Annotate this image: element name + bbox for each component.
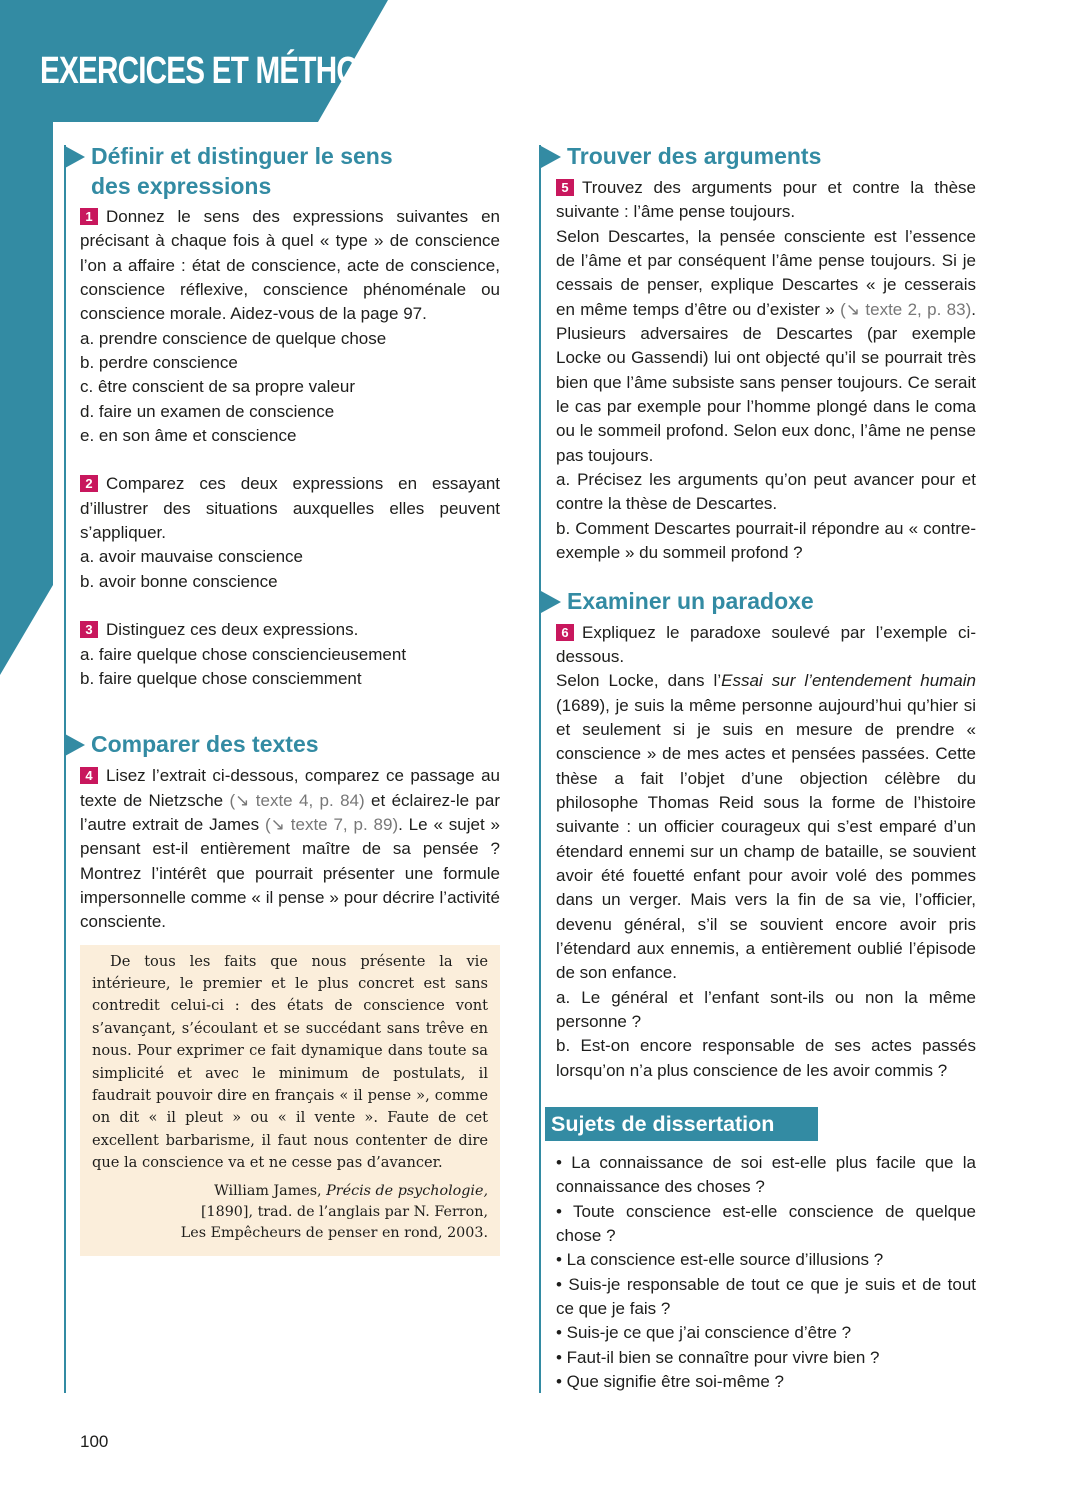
text: . Le « sujet » pensant est-il entièrement maître de sa pensée ? Montrez l’intérêt que pourrait présenter une formule impersonnelle comme « il pense » pour décrire l’activité consciente. [80,814,500,932]
section-heading-paradoxe [567,586,976,616]
text: Selon Locke, dans l’ [556,671,722,691]
list-item: • Toute conscience est-elle conscience de quelque chose ? [556,1201,976,1246]
exercise-number: 3 [80,621,98,638]
list-item: d. faire un examen de conscience [80,401,335,421]
exercise-number: 1 [80,208,98,225]
list-item: b. Comment Descartes pourrait-il répondre au « contre-exemple » du sommeil profond ? [556,518,976,563]
exercise-5 [556,176,976,566]
text: Lisez l’extrait ci-dessous, comparez ce passage au texte de Nietzsche [80,766,500,810]
right-column-rule [539,145,541,1393]
text: Examiner un paradoxe [567,587,814,614]
list-item: • Que signifie être soi-même ? [556,1372,784,1392]
list-item: e. en son âme et conscience [80,426,297,446]
list-item: b. perdre conscience [80,353,238,373]
text: Trouvez des arguments pour et contre la thèse suivante : l’âme pense toujours. [556,178,976,222]
text: Expliquez le paradoxe soulevé par l’exemple ci-dessous. [556,622,976,666]
section-heading-definir [91,141,500,201]
exercise-1 [80,205,500,448]
text: [1890], trad. de l’anglais par N. Ferron, [200,1203,488,1220]
text: des expressions [91,173,272,199]
quote-box [80,945,500,1256]
text: Donnez le sens des expressions suivantes en précisant à chaque fois à quel « type » de conscience l’on a affaire : état de conscience, acte de conscience, conscience réflexive, conscience phénoménale ou conscience morale. Aidez-vous de la page 97. [80,207,500,324]
list-item: • La connaissance de soi est-elle plus facile que la connaissance des choses ? [556,1153,976,1197]
list-item: • Suis-je responsable de tout ce que je suis et de tout ce que je fais ? [556,1274,976,1319]
exercise-4 [80,764,500,934]
list-item: b. avoir bonne conscience [80,571,278,591]
text: Comparez ces deux expressions en essayant d’illustrer des situations auxquelles elles peuvent s’appliquer. [80,474,500,543]
page-title: EXERCICES ET MÉTHODES [40,50,418,92]
section-heading-arguments [567,141,976,171]
text-reference-link[interactable]: (↘ texte 2, p. 83) [840,299,972,319]
exercise-2 [80,472,500,594]
exercise-number: 5 [556,179,574,196]
left-column-rule [64,145,66,1393]
list-item: b. faire quelque chose consciemment [80,668,362,688]
sujets-heading: Sujets de dissertation [545,1107,818,1141]
exercise-number: 2 [80,475,98,492]
quote-source [92,1181,488,1244]
text: . Plusieurs adversaires de Descartes (par exemple Locke ou Gassendi) lui ont objecté qu’il se pourrait très bien que l’âme subsiste sans penser toujours. Ce serait le cas par exemple pour l’homme plongé dans le coma ou le sommeil profond. Selon eux donc, l’âme ne pense pas toujours. [556,299,976,465]
text: Distinguez ces deux expressions. [106,620,359,640]
exercise-number: 4 [80,767,98,784]
text: Comparer des textes [91,731,319,758]
list-item: a. avoir mauvaise conscience [80,547,304,567]
list-item: a. faire quelque chose consciencieusement [80,644,407,664]
text: Trouver des arguments [567,143,822,169]
text-reference-link[interactable]: (↘ texte 4, p. 84) [229,790,365,810]
list-item: c. être conscient de sa propre valeur [80,377,355,397]
section-heading-comparer [91,729,500,759]
section-marker-icon [541,146,561,168]
section-marker-icon [541,591,561,613]
sujets-list [556,1151,976,1394]
text: Définir et distinguer le sens [91,143,393,169]
list-item: • Faut-il bien se connaître pour vivre bien ? [556,1347,880,1367]
text: Essai sur l’entendement humain [721,671,976,691]
exercise-3 [80,618,500,691]
list-item: a. prendre conscience de quelque chose [80,328,387,348]
left-column [80,141,500,1256]
section-marker-icon [65,734,85,756]
text: (1689), je suis la même personne aujourd’hui qu’hier si et seulement si je suis en mesure de prendre « conscience » de mes actes et pensées passées. Cette thèse a fait l’objet d’une objection célèbre du philosophe Thomas Reid sous la forme de l’histoire suivante : un officier courageux qui s’est emparé d’un étendard ennemi sur un champ de bataille, se souvient avoir été fouetté enfant pour avoir volé des pommes dans un verger. Mais vers la fin de sa vie, l’officier, devenu général, s’il se souvient encore avoir pris l’étendard aux ennemis, a entièrement oublié l’épisode de son enfance. [556,695,976,983]
list-item: a. Le général et l’enfant sont-ils ou non la même personne ? [556,987,976,1031]
list-item: • Suis-je ce que j’ai conscience d’être ? [556,1323,852,1343]
text: Précis de psychologie, [326,1182,488,1199]
right-column [551,141,976,1394]
text: Les Empêcheurs de penser en rond, 2003. [180,1224,488,1241]
text-reference-link[interactable]: (↘ texte 7, p. 89) [265,814,399,834]
exercise-number: 6 [556,624,574,641]
quote-text: De tous les faits que nous présente la vie intérieure, le premier et le plus concret est sans contredit celui-ci : des états de conscience vont s’avançant, s’écoulant et se succédant sans trêve en nous. Pour exprimer ce fait dynamique dans toute sa simplicité et avec le minimum de postulats, il faudrait pouvoir dire en français « il pense », comme on dit « il pleut » ou « il vente ». Faute de cet excellent barbarisme, il faut nous contenter de dire que la conscience va et ne cesse pas d’avancer. [92,952,488,1172]
exercise-6 [556,621,976,1084]
text: Selon Descartes, la pensée consciente est l’essence de l’âme et par conséquent l’âme pense toujours. Si je cessais de penser, explique Descartes « je cesserais en même temps d’être ou d’exister » [556,226,976,319]
section-marker-icon [65,146,85,168]
page-number: 100 [80,1432,109,1451]
list-item: • La conscience est-elle source d’illusions ? [556,1250,884,1270]
text: William James, [214,1182,322,1199]
list-item: a. Précisez les arguments qu’on peut avancer pour et contre la thèse de Descartes. [556,470,976,514]
list-item: b. Est-on encore responsable de ses actes passés lorsqu’on n’a plus conscience de les avoir commis ? [556,1036,976,1080]
text: et éclairez-le par l’autre extrait de James [80,790,500,834]
